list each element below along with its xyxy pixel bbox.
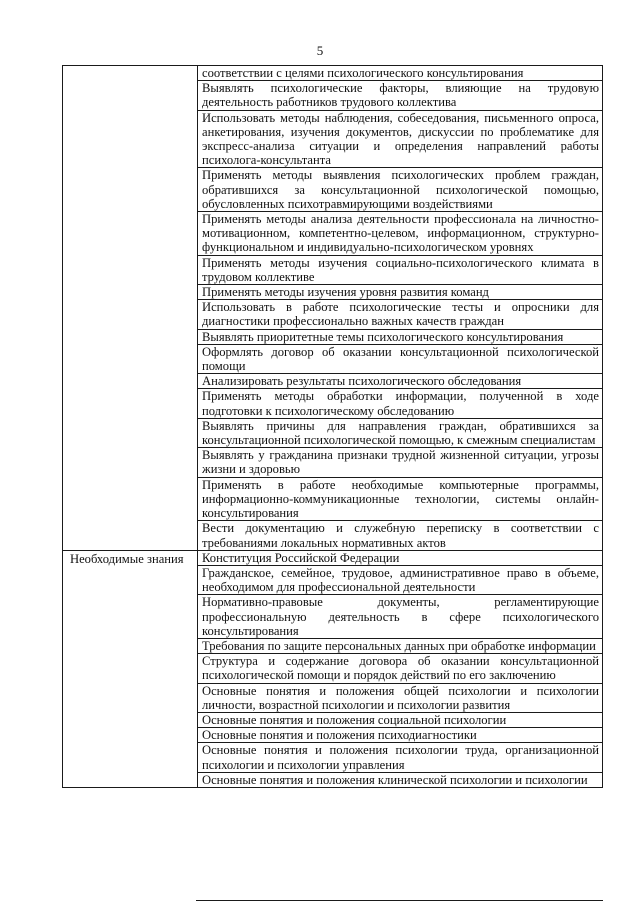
table-cell: Применять методы изучения социально-психологического климата в трудовом коллективе — [198, 255, 603, 284]
table-cell: Применять методы обработки информации, полученной в ходе подготовки к психологическому обследованию — [198, 389, 603, 418]
table-cell: Требования по защите персональных данных при обработке информации — [198, 638, 603, 653]
table-cell: Применять методы выявления психологических проблем граждан, обратившихся за консультационной психологической помощью, обусловленных психотравмирующими воздействиями — [198, 168, 603, 212]
table-cell: Конституция Российской Федерации — [198, 550, 603, 565]
table-cell: Применять методы анализа деятельности профессионала на личностно-мотивационном, компетентно-целевом, информационном, структурно-функциональном и индивидуально-психологическом уровнях — [198, 212, 603, 256]
table-cell: Применять методы изучения уровня развития команд — [198, 285, 603, 300]
table-cell: Выявлять у гражданина признаки трудной жизненной ситуации, угрозы жизни и здоровью — [198, 448, 603, 477]
bottom-rule — [196, 900, 603, 901]
table-cell: Анализировать результаты психологического обследования — [198, 374, 603, 389]
table-cell: Основные понятия и положения психологии труда, организационной психологии и психологии управления — [198, 743, 603, 772]
table-cell: Оформлять договор об оказании консультационной психологической помощи — [198, 344, 603, 373]
table-cell: Основные понятия и положения общей психологии и психологии личности, возрастной психологии и психологии развития — [198, 683, 603, 712]
table-row — [63, 66, 603, 81]
table-cell: Выявлять психологические факторы, влияющие на трудовую деятельность работников трудового коллектива — [198, 81, 603, 110]
knowledge-label-cell — [63, 550, 198, 787]
table-cell: Выявлять приоритетные темы психологического консультирования — [198, 329, 603, 344]
table-cell: Использовать в работе психологические тесты и опросники для диагностики профессионально важных качеств граждан — [198, 300, 603, 329]
table-cell: Основные понятия и положения социальной психологии — [198, 712, 603, 727]
table-cell: Нормативно-правовые документы, регламентирующие профессиональную деятельность в сфере психологического консультирования — [198, 595, 603, 639]
table-cell: Структура и содержание договора об оказании консультационной психологической помощи и порядок действий по его заключению — [198, 654, 603, 683]
table-cell: Основные понятия и положения клинической психологии и психологии — [198, 772, 603, 787]
table-cell: соответствии с целями психологического консультирования — [198, 66, 603, 81]
table-cell: Вести документацию и служебную переписку в соответствии с требованиями локальных нормативных актов — [198, 521, 603, 550]
competency-table — [62, 65, 603, 788]
page-number: 5 — [316, 43, 324, 58]
table-row — [63, 550, 603, 565]
table-cell: Выявлять причины для направления граждан, обратившихся за консультационной психологической помощью, к смежным специалистам — [198, 418, 603, 447]
table-cell: Гражданское, семейное, трудовое, административное право в объеме, необходимом для профессиональной деятельности — [198, 565, 603, 594]
skills-label-cell — [63, 66, 198, 551]
table-cell: Использовать методы наблюдения, собеседования, письменного опроса, анкетирования, изучения документов, дискуссии по проблематике для экспресс-анализа ситуации и определения направлений работы психолога-консультанта — [198, 110, 603, 168]
knowledge-label: Необходимые знания — [70, 551, 184, 566]
table-cell: Применять в работе необходимые компьютерные программы, информационно-коммуникационные технологии, системы онлайн-консультирования — [198, 477, 603, 521]
table-cell: Основные понятия и положения психодиагностики — [198, 728, 603, 743]
